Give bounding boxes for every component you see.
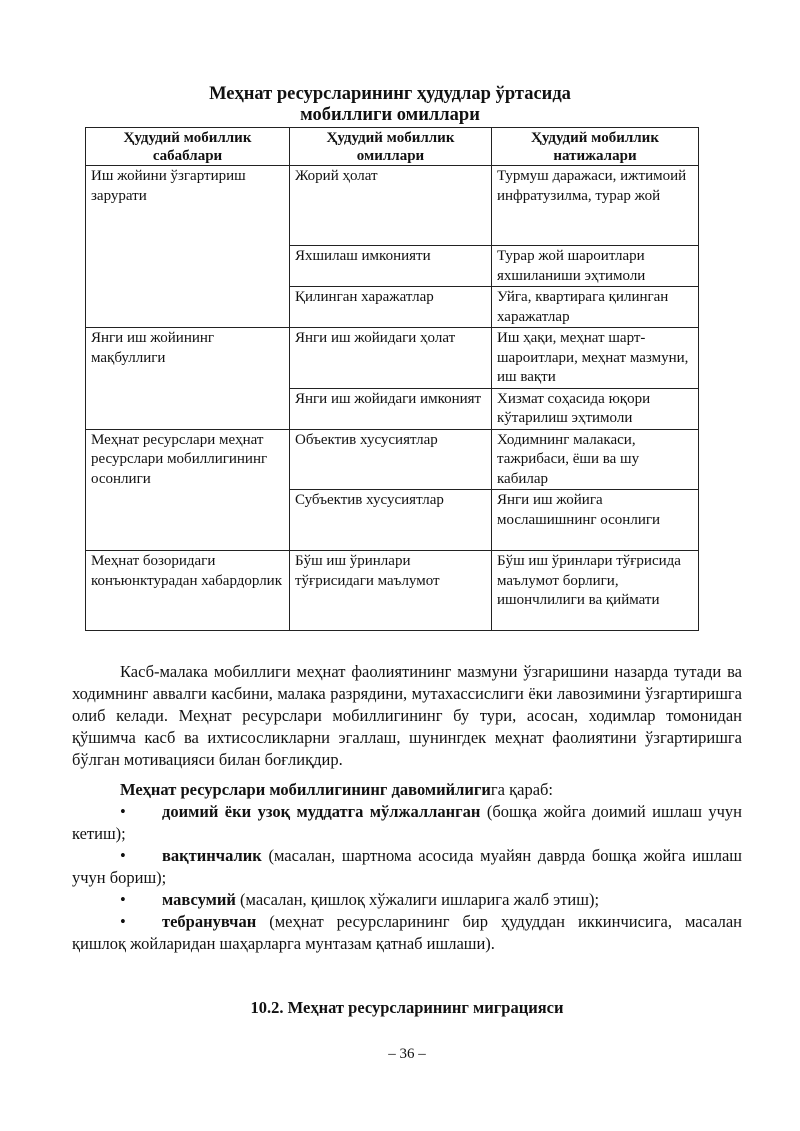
factor-cell: Субъектив хусусиятлар (290, 490, 492, 551)
bullet-text: (масалан, шартнома асосида муайян даврда бошқа жойга ишлаш учун бориш); (72, 846, 742, 887)
body-text (72, 661, 742, 955)
factor-cell: Янги иш жойидаги имконият (290, 388, 492, 429)
header-reasons-line1: Ҳудудий мобиллик (123, 130, 252, 146)
bullet-text: (бошқа жойга доимий ишлаш учун кетиш); (72, 802, 742, 843)
table-title-line1: Меҳнат ресурсларининг ҳудудлар ўртасида (209, 84, 571, 104)
table-row (86, 551, 699, 631)
header-factors (290, 128, 492, 166)
header-reasons (86, 128, 290, 166)
header-results (492, 128, 699, 166)
mobility-factors-table (85, 127, 699, 631)
table-title (80, 84, 700, 126)
result-cell: Уйга, квартирага қилинган харажатлар (492, 287, 699, 328)
table-header-row (86, 128, 699, 166)
bullet-text: (меҳнат ресурсларининг бир ҳудуддан иккинчисига, масалан қишлоқ жойларидан шаҳарларга мунтазам қатнаб ишлаши). (72, 912, 742, 953)
reason-cell: Иш жойини ўзгартириш зарурати (86, 166, 290, 328)
result-cell: Турар жой шароитлари яхшиланиши эҳтимоли (492, 246, 699, 287)
table-row (86, 429, 699, 490)
list-item (72, 911, 742, 955)
header-reasons-line2: сабаблари (152, 148, 223, 164)
paragraph-duration (72, 779, 742, 801)
bullet-bold: мавсумий (162, 890, 236, 909)
list-item (72, 801, 742, 845)
list-item (72, 889, 742, 911)
result-cell: Янги иш жойига мослашишнинг осонлиги (492, 490, 699, 551)
table-title-line2: мобиллиги омиллари (300, 105, 480, 125)
bullet-bold: вақтинчалик (162, 846, 262, 865)
result-cell: Иш ҳақи, меҳнат шарт-шароитлари, меҳнат мазмуни, иш вақти (492, 328, 699, 389)
bullet-icon: • (120, 846, 126, 865)
result-cell: Ходимнинг малакаси, тажрибаси, ёши ва шу кабилар (492, 429, 699, 490)
factor-cell: Жорий ҳолат (290, 166, 492, 246)
paragraph-mobility: Касб-малака мобиллиги меҳнат фаолиятининг мазмуни ўзгаришини назарда тутади ва ходимнинг аввалги касбини, малака разрядини, мутахассислиги ёки лавозимини ўзгартиришга олиб келади. Меҳнат ресурслари мобиллигининг бу тури, асосан, ходимлар томонидан қўшимча касб ва ихтисосликларни эгаллаш, шунингдек меҳнат фаолиятини ўзгартиришга бўлган мотивацияси билан боғлиқдир. (72, 662, 742, 769)
header-results-line1: Ҳудудий мобиллик (531, 130, 659, 146)
header-results-line2: натижалари (553, 148, 637, 164)
bullet-bold: тебранувчан (162, 912, 257, 931)
reason-cell: Янги иш жойининг мақбуллиги (86, 328, 290, 430)
factor-cell: Янги иш жойидаги ҳолат (290, 328, 492, 389)
result-cell: Турмуш даражаси, ижтимоий инфратузилма, турар жой (492, 166, 699, 246)
reason-cell: Меҳнат бозоридаги конъюнктурадан хабардорлик (86, 551, 290, 631)
factor-cell: Яхшилаш имконияти (290, 246, 492, 287)
factor-cell: Қилинган харажатлар (290, 287, 492, 328)
result-cell: Хизмат соҳасида юқори кўтарилиш эҳтимоли (492, 388, 699, 429)
bullet-text: (масалан, қишлоқ хўжалиги ишларига жалб этиш); (235, 890, 600, 909)
bullet-icon: • (120, 912, 126, 931)
page-number: – 36 – (388, 1046, 426, 1062)
bullet-icon: • (120, 890, 126, 909)
header-factors-line1: Ҳудудий мобиллик (326, 130, 455, 146)
header-factors-line2: омиллари (356, 148, 425, 164)
list-item (72, 845, 742, 889)
result-cell: Бўш иш ўринлари тўғрисида маълумот борлиги, ишончлилиги ва қиймати (492, 551, 699, 631)
reason-cell: Меҳнат ресурслари меҳнат ресурслари мобиллигининг осонлиги (86, 429, 290, 551)
factor-cell: Объектив хусусиятлар (290, 429, 492, 490)
factor-cell: Бўш иш ўринлари тўғрисидаги маълумот (290, 551, 492, 631)
section-heading: 10.2. Меҳнат ресурсларининг миграцияси (250, 998, 564, 1017)
table-row (86, 328, 699, 389)
bullet-bold: доимий ёки узоқ муддатга мўлжалланган (162, 802, 481, 821)
bullet-icon: • (120, 802, 126, 821)
duration-rest: га қараб: (490, 780, 554, 799)
duration-bold: Меҳнат ресурслари мобиллигининг давомийлиги (120, 780, 491, 799)
table-row (86, 166, 699, 246)
